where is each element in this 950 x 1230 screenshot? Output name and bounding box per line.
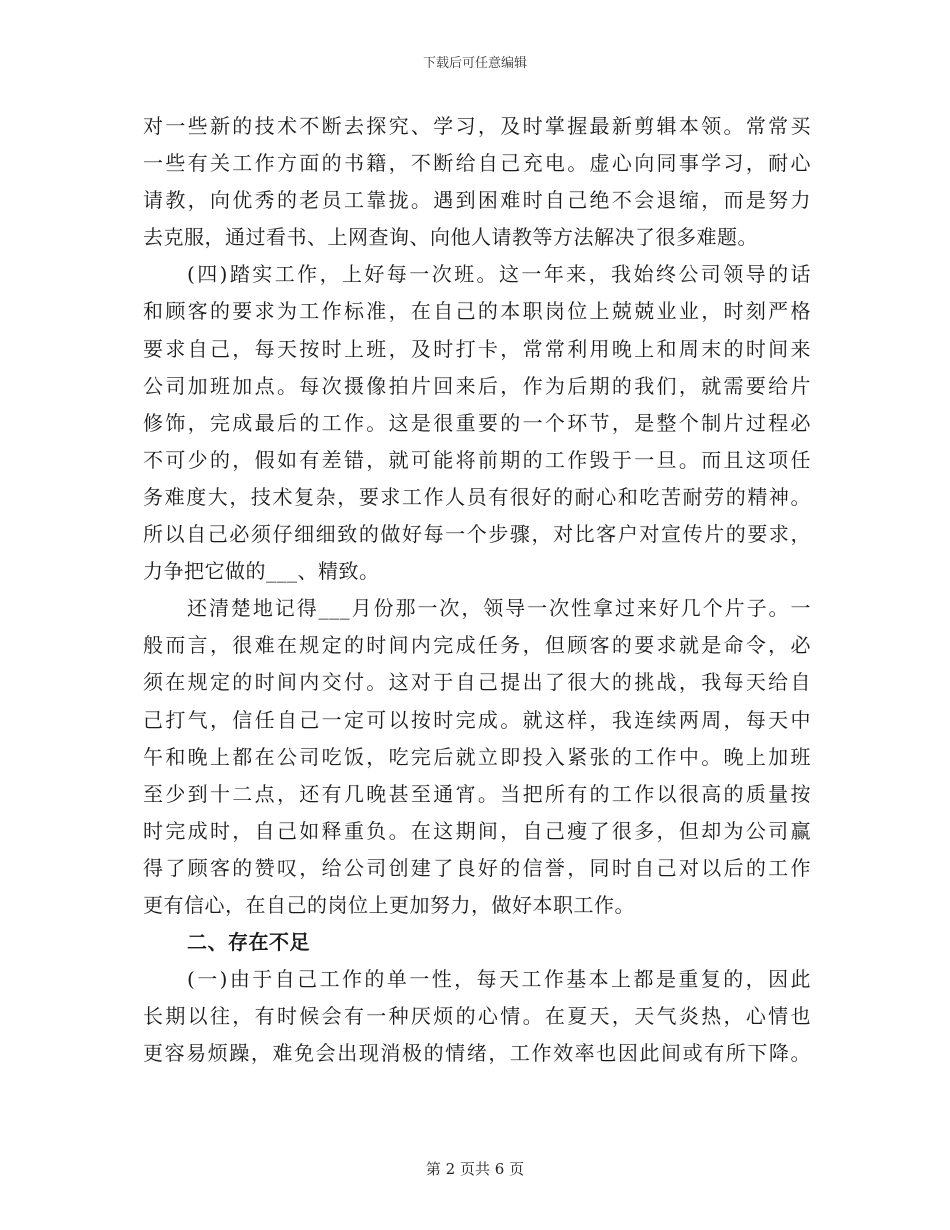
text-line: 得了顾客的赞叹，给公司创建了良好的信誉，同时自己对以后的工作: [143, 855, 811, 880]
text-line: (一)由于自己工作的单一性，每天工作基本上都是重复的，因此: [187, 967, 811, 992]
text-line: 还清楚地记得___月份那一次，领导一次性拿过来好几个片子。一: [187, 596, 811, 621]
text-line: 己打气，信任自己一定可以按时完成。就这样，我连续两周，每天中: [143, 707, 811, 732]
text-line: 对一些新的技术不断去探究、学习，及时掌握最新剪辑本领。常常买: [143, 114, 811, 138]
text-line: (四)踏实工作，上好每一次班。这一年来，我始终公司领导的话: [187, 262, 811, 287]
text-line: 午和晚上都在公司吃饭，吃完后就立即投入紧张的工作中。晚上加班: [143, 744, 811, 769]
section-heading: 二、存在不足: [187, 930, 310, 955]
text-line: 去克服，通过看书、上网查询、向他人请教等方法解决了很多难题。: [143, 225, 758, 250]
page-header: 下载后可任意编辑: [422, 56, 527, 71]
text-line: 一些有关工作方面的书籍，不断给自己充电。虚心向同事学习，耐心: [143, 151, 811, 176]
text-line: 力争把它做的___、精致。: [143, 559, 380, 584]
text-line: 须在规定的时间内交付。这对于自己提出了很大的挑战，我每天给自: [143, 670, 811, 695]
text-line: 要求自己，每天按时上班，及时打卡，常常利用晚上和周末的时间来: [143, 336, 811, 361]
text-line: 修饰，完成最后的工作。这是很重要的一个环节，是整个制片过程必: [143, 410, 811, 435]
document-body: [143, 108, 811, 1072]
text-line: 般而言，很难在规定的时间内完成任务，但顾客的要求就是命令，必: [143, 633, 811, 658]
text-line: 至少到十二点，还有几晚甚至通宵。当把所有的工作以很高的质量按: [143, 781, 811, 806]
text-line: 时完成时，自己如释重负。在这期间，自己瘦了很多，但却为公司赢: [143, 818, 811, 843]
text-line: 更容易烦躁，难免会出现消极的情绪，工作效率也因此间或有所下降。: [143, 1041, 811, 1066]
text-line: 公司加班加点。每次摄像拍片回来后，作为后期的我们，就需要给片: [143, 373, 811, 398]
text-line: 和顾客的要求为工作标准，在自己的本职岗位上兢兢业业，时刻严格: [143, 299, 811, 324]
page-footer: 第 2 页共 6 页: [425, 1160, 525, 1178]
text-line: 更有信心，在自己的岗位上更加努力，做好本职工作。: [143, 892, 635, 917]
text-line: 请教，向优秀的老员工靠拢。遇到困难时自己绝不会退缩，而是努力: [143, 188, 811, 213]
text-line: 务难度大，技术复杂，要求工作人员有很好的耐心和吃苦耐劳的精神。: [143, 484, 811, 509]
text-line: 所以自己必须仔细细致的做好每一个步骤，对比客户对宣传片的要求，: [143, 522, 811, 547]
text-line: 不可少的，假如有差错，就可能将前期的工作毁于一旦。而且这项任: [143, 447, 811, 472]
text-line: 长期以往，有时候会有一种厌烦的心情。在夏天，天气炎热，心情也: [143, 1004, 811, 1029]
